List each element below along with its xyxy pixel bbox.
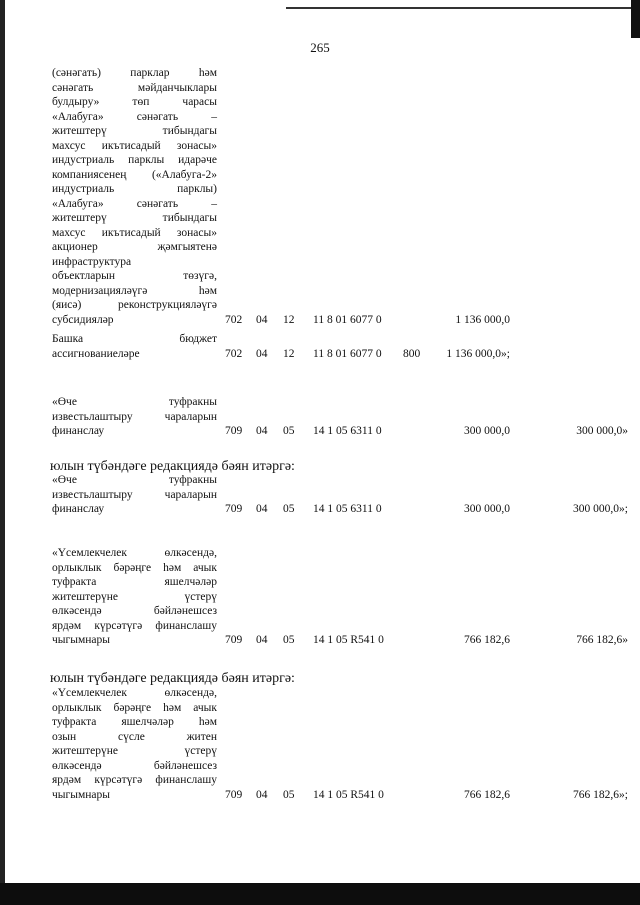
description-line: ярдәм күрсәтүгә финанслашу xyxy=(52,619,217,632)
description-line: модернизацияләүгә һәм xyxy=(52,284,217,297)
amount-2018: 300 000,0 xyxy=(464,503,510,515)
description-line: (сәнәгать) парклар һәм xyxy=(52,67,217,79)
edit-instruction-heading: юлын түбәндәге редакциядә бәян итәргә: xyxy=(50,671,295,686)
description-line: «Үсемлекчелек өлкәсендә, xyxy=(52,547,217,559)
target-code: 05 xyxy=(283,503,295,515)
article-code: 14 1 05 6311 0 xyxy=(313,425,382,437)
scan-edge-bottom xyxy=(0,883,640,905)
description-line: Башка бюджет xyxy=(52,333,217,345)
amount-2019: 300 000,0» xyxy=(576,425,628,437)
description-line: житештерү тибындагы xyxy=(52,125,217,137)
description-line: известьлаштыру чараларын xyxy=(52,410,217,423)
subsection-code: 04 xyxy=(256,313,268,326)
description-line: индустриаль парклы) xyxy=(52,183,217,195)
description-line: «Үсемлекчелек өлкәсендә, xyxy=(52,687,217,699)
amount-2018: 766 182,6 xyxy=(464,634,510,646)
section-code: 709 xyxy=(225,503,243,515)
amount-2019: 766 182,6»; xyxy=(573,788,628,801)
description-line: финанслау xyxy=(52,425,105,437)
description-line: акционер җәмгыятенә xyxy=(52,241,217,253)
description-line: булдыру» төп чарасы xyxy=(52,96,217,108)
article-code: 11 8 01 6077 0 xyxy=(313,347,382,360)
description-line: махсус икътисадый зонасы» xyxy=(52,226,217,239)
scan-edge-left xyxy=(0,0,5,905)
target-code: 05 xyxy=(283,634,295,646)
row-description xyxy=(52,686,217,802)
target-code: 05 xyxy=(283,425,295,437)
description-line: «Алабуга» сәнәгать – xyxy=(52,197,217,210)
amount-2018: 300 000,0 xyxy=(464,425,510,437)
target-code: 12 xyxy=(283,347,295,360)
target-code: 05 xyxy=(283,788,295,801)
row-description xyxy=(52,332,217,361)
description-line: финанслау xyxy=(52,503,105,515)
description-line: махсус икътисадый зонасы» xyxy=(52,139,217,152)
description-line: житештерүне үстерү xyxy=(52,590,217,603)
amount-2018: 1 136 000,0»; xyxy=(446,347,510,360)
row-description xyxy=(52,395,217,439)
description-line: орлыклык бәрәңге һәм ачык xyxy=(52,701,217,714)
description-line: житештерүне үстерү xyxy=(52,745,217,757)
description-line: чыгымнары xyxy=(52,634,110,646)
subsection-code: 04 xyxy=(256,347,268,360)
amount-2019: 766 182,6» xyxy=(576,634,628,646)
description-line: өлкәсендә бәйләнешсез xyxy=(52,605,217,617)
description-line: известьлаштыру чараларын xyxy=(52,488,217,501)
section-code: 709 xyxy=(225,788,243,801)
amount-2018: 1 136 000,0 xyxy=(455,313,510,326)
section-code: 709 xyxy=(225,634,243,646)
subsection-code: 04 xyxy=(256,634,268,646)
description-line: объектларын төзүгә, xyxy=(52,270,217,282)
row-description xyxy=(52,66,217,327)
scan-edge-right xyxy=(631,0,640,38)
amount-2019: 300 000,0»; xyxy=(573,503,628,515)
page-number: 265 xyxy=(310,40,330,55)
description-line: сәнәгать мәйданчыклары xyxy=(52,81,217,94)
description-line: ярдәм күрсәтүгә финанслашу xyxy=(52,774,217,786)
article-code: 14 1 05 R541 0 xyxy=(313,634,384,646)
article-code: 11 8 01 6077 0 xyxy=(313,313,382,326)
description-line: «Өче туфракны xyxy=(52,396,217,408)
subsection-code: 04 xyxy=(256,503,268,515)
description-line: орлыклык бәрәңге һәм ачык xyxy=(52,561,217,574)
subsection-code: 04 xyxy=(256,425,268,437)
description-line: туфракта яшелчәләр xyxy=(52,576,217,588)
row-description xyxy=(52,473,217,517)
article-code: 14 1 05 R541 0 xyxy=(313,788,384,801)
amount-2018: 766 182,6 xyxy=(464,788,510,801)
section-code: 702 xyxy=(225,347,243,360)
description-line: субсидияләр xyxy=(52,313,114,326)
section-code: 709 xyxy=(225,425,243,437)
description-line: ассигнованиеләре xyxy=(52,347,140,360)
description-line: инфраструктура xyxy=(52,255,132,268)
description-line: «Өче туфракны xyxy=(52,474,217,486)
description-line: озын сүсле житен xyxy=(52,730,217,743)
expense-type: 800 xyxy=(403,347,421,360)
description-line: туфракта яшелчәләр һәм xyxy=(52,716,217,728)
description-line: житештерү тибындагы xyxy=(52,212,217,224)
description-line: (яисә) реконструкцияләүгә xyxy=(52,299,217,311)
edit-instruction-heading: юлын түбәндәге редакциядә бәян итәргә: xyxy=(50,459,295,474)
section-code: 702 xyxy=(225,313,243,326)
description-line: индустриаль парклы идарәче xyxy=(52,154,217,166)
scan-edge-top xyxy=(286,7,631,9)
row-description xyxy=(52,546,217,648)
subsection-code: 04 xyxy=(256,788,268,801)
description-line: чыгымнары xyxy=(52,788,110,801)
description-line: «Алабуга» сәнәгать – xyxy=(52,110,217,123)
description-line: өлкәсендә бәйләнешсез xyxy=(52,759,217,772)
article-code: 14 1 05 6311 0 xyxy=(313,503,382,515)
description-line: компаниясенең («Алабуга-2» xyxy=(52,168,217,181)
target-code: 12 xyxy=(283,313,295,326)
